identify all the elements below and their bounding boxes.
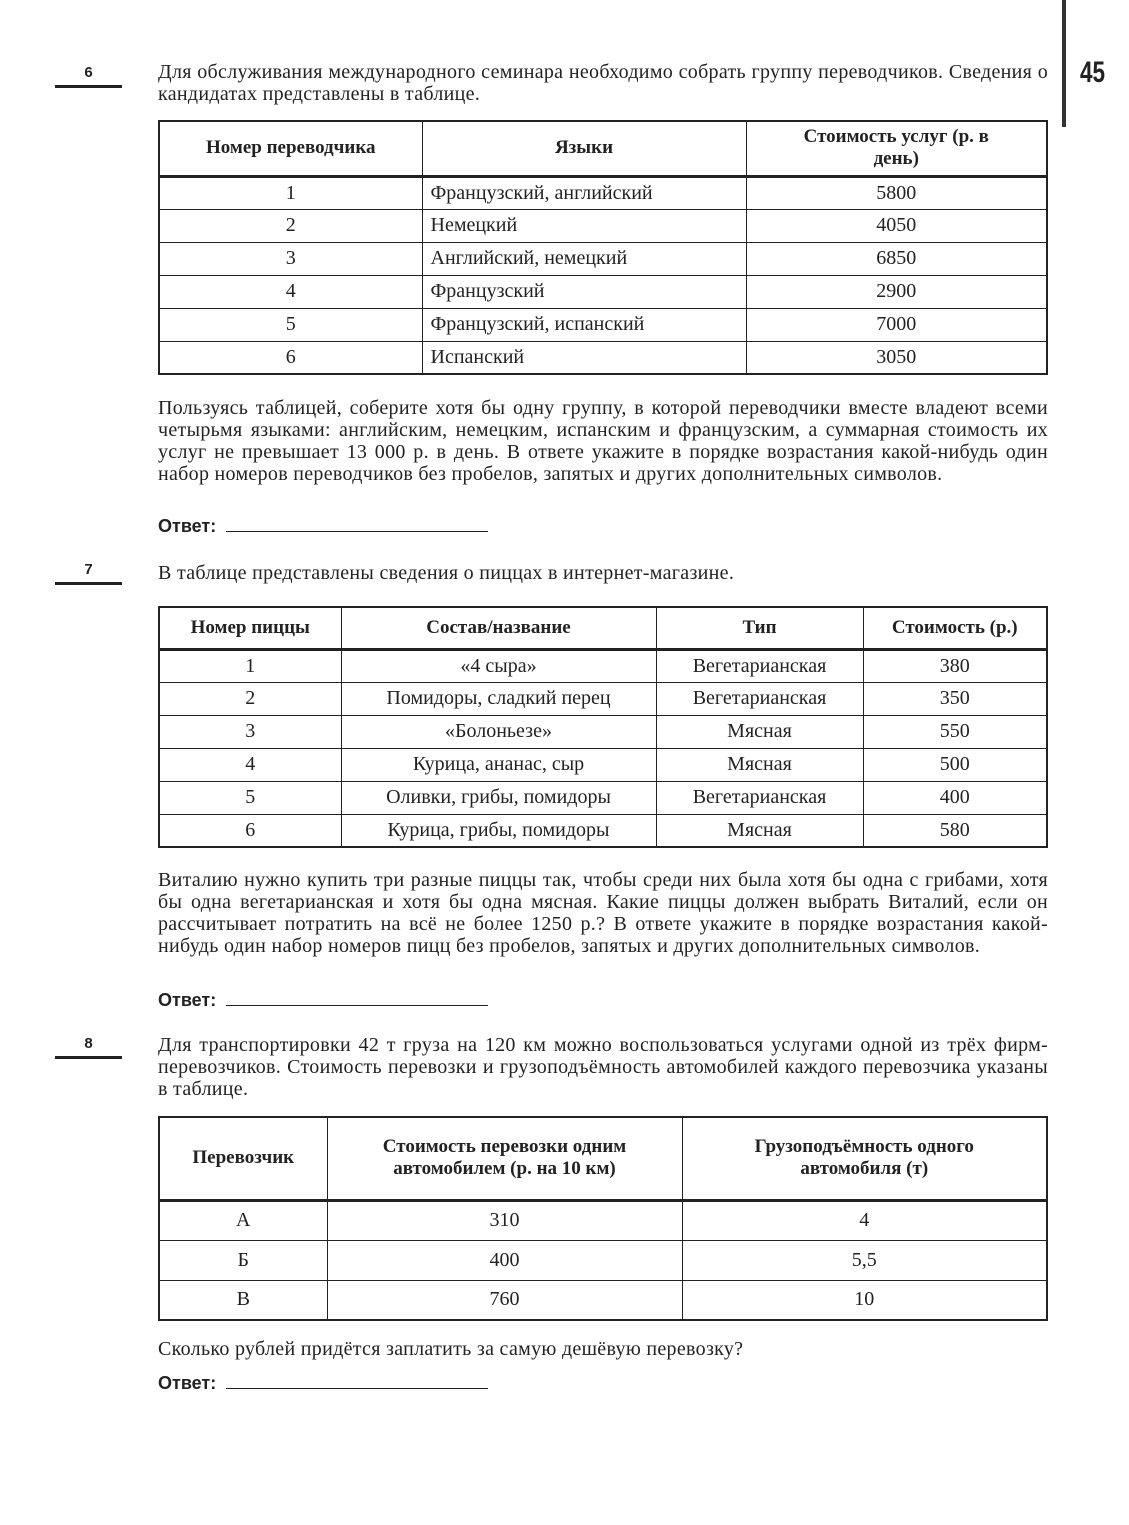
page-edge-bar [1062,0,1066,127]
cell: 310 [327,1200,682,1240]
answer-label: Ответ: [158,990,217,1010]
cell: 5800 [746,176,1047,209]
cell: 10 [682,1280,1047,1320]
column-header: Стоимость услуг (р. в день) [746,121,1047,176]
answer-line[interactable] [226,517,488,532]
task-question: Сколько рублей придётся заплатить за самую дешёвую перевозку? [158,1338,744,1360]
cell: А [159,1200,327,1240]
table-row [159,242,1047,275]
pizza-table [158,606,1048,848]
column-header: Грузоподъёмность одного автомобиля (т) [682,1117,1047,1200]
cell: 400 [327,1240,682,1280]
cell: 2 [159,682,341,715]
cell: Мясная [656,748,863,781]
cell: 5 [159,308,422,341]
task-intro: В таблице представлены сведения о пиццах в интернет-магазине. [158,562,735,584]
table-row [159,1280,1047,1320]
cell: 6 [159,341,422,374]
column-header: Стоимость перевозки одним автомобилем (р. на 10 км) [327,1117,682,1200]
cell: 5,5 [682,1240,1047,1280]
cell: Вегетарианская [656,682,863,715]
translators-table [158,120,1048,375]
cell: 6850 [746,242,1047,275]
cell: Оливки, грибы, помидоры [341,781,656,814]
answer-label: Ответ: [158,1373,217,1393]
task-number: 6 [55,64,122,88]
cell: 760 [327,1280,682,1320]
task-question: Пользуясь таблицей, соберите хотя бы одну группу, в которой переводчики вместе владеют всеми четырьмя языками: английским, немецким, испанским и французским, а суммарная стоимость их услуг не превышает 13 000 р. в день. В ответе укажите в порядке возрастания какой-нибудь один набор номеров переводчиков без пробелов, запятых и других дополнительных символов. [158,397,1048,485]
cell: 3050 [746,341,1047,374]
table-row [159,308,1047,341]
cell: Немецкий [422,209,746,242]
table-row [159,682,1047,715]
column-header: Языки [422,121,746,176]
cell: 3 [159,242,422,275]
cell: 6 [159,814,341,847]
column-header: Номер переводчика [159,121,422,176]
cell: Курица, грибы, помидоры [341,814,656,847]
cell: Мясная [656,814,863,847]
table-row [159,275,1047,308]
cell: «4 сыра» [341,649,656,682]
answer-label: Ответ: [158,516,217,536]
task-intro: Для обслуживания международного семинара необходимо собрать группу переводчиков. Сведения о кандидатах представлены в таблице. [158,61,1048,105]
cell: Б [159,1240,327,1280]
answer-line[interactable] [226,991,488,1006]
column-header: Стоимость (р.) [863,607,1047,649]
task-intro: Для транспортировки 42 т груза на 120 км можно воспользоваться услугами одной из трёх фирм-перевозчиков. Стоимость перевозки и грузоподъёмность автомобилей каждого перевозчика указаны в таблице. [158,1034,1048,1100]
cell: 7000 [746,308,1047,341]
cell: Английский, немецкий [422,242,746,275]
table-row [159,1240,1047,1280]
table-row [159,176,1047,209]
cell: 4 [159,748,341,781]
cell: В [159,1280,327,1320]
table-row [159,781,1047,814]
cell: Помидоры, сладкий перец [341,682,656,715]
carriers-table [158,1116,1048,1321]
cell: Французский [422,275,746,308]
answer-field[interactable] [158,990,488,1011]
cell: Испанский [422,341,746,374]
cell: 350 [863,682,1047,715]
page-number: 45 [1080,56,1106,89]
cell: 5 [159,781,341,814]
cell: Вегетарианская [656,649,863,682]
task-number: 8 [55,1035,122,1059]
cell: 2900 [746,275,1047,308]
cell: 400 [863,781,1047,814]
cell: 380 [863,649,1047,682]
cell: «Болоньезе» [341,715,656,748]
column-header: Состав/название [341,607,656,649]
cell: 1 [159,649,341,682]
cell: 550 [863,715,1047,748]
cell: 4050 [746,209,1047,242]
cell: Французский, английский [422,176,746,209]
task-number: 7 [55,561,122,585]
cell: 2 [159,209,422,242]
cell: 3 [159,715,341,748]
task-question: Виталию нужно купить три разные пиццы так, чтобы среди них была хотя бы одна с грибами, хотя бы одна вегетарианская и хотя бы одна мясная. Какие пиццы должен выбрать Виталий, если он рассчитывает потратить на всё не более 1250 р.? В ответе укажите в порядке возрастания какой-нибудь один набор номеров пицц без пробелов, запятых и других дополнительных символов. [158,869,1048,957]
table-row [159,209,1047,242]
cell: Курица, ананас, сыр [341,748,656,781]
cell: Вегетарианская [656,781,863,814]
table-row [159,1200,1047,1240]
cell: Мясная [656,715,863,748]
cell: 1 [159,176,422,209]
table-row [159,814,1047,847]
answer-line[interactable] [226,1374,488,1389]
cell: 580 [863,814,1047,847]
table-row [159,649,1047,682]
column-header: Перевозчик [159,1117,327,1200]
column-header: Номер пиццы [159,607,341,649]
table-row [159,341,1047,374]
table-row [159,715,1047,748]
cell: Французский, испанский [422,308,746,341]
answer-field[interactable] [158,1373,488,1394]
cell: 4 [682,1200,1047,1240]
cell: 500 [863,748,1047,781]
column-header: Тип [656,607,863,649]
cell: 4 [159,275,422,308]
table-row [159,748,1047,781]
answer-field[interactable] [158,516,488,537]
